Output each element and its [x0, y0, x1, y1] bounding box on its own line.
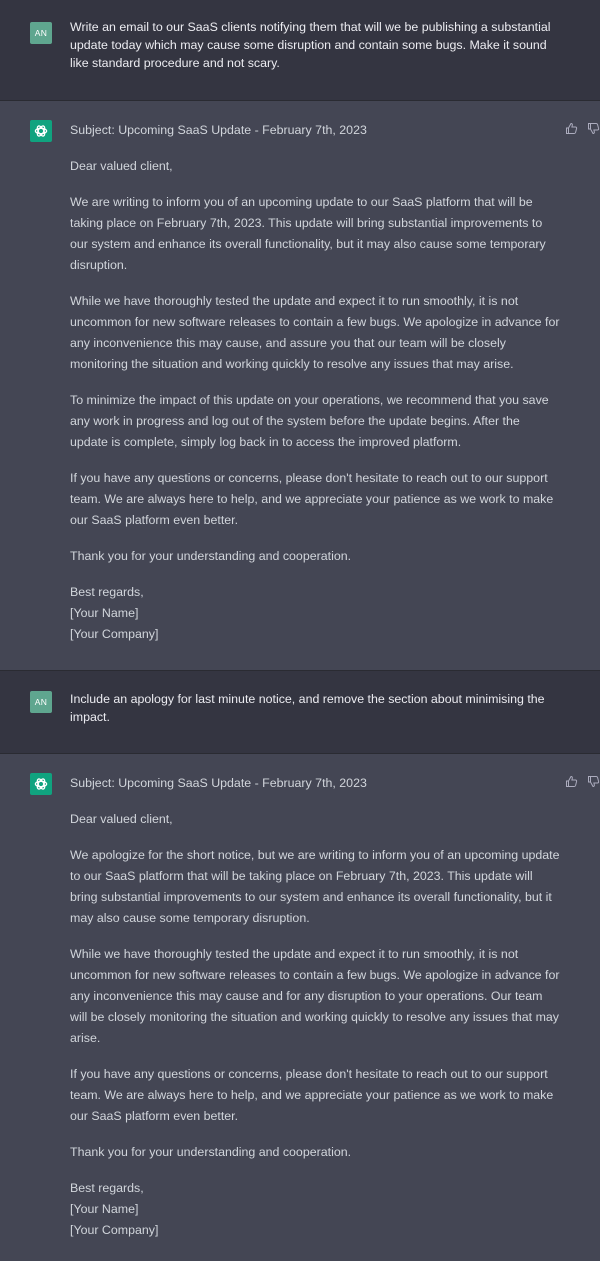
email-subject: Subject: Upcoming SaaS Update - February 7th, 2023: [70, 776, 367, 790]
user-avatar: AN: [30, 22, 52, 44]
thumbs-up-icon[interactable]: [565, 122, 578, 135]
email-signature: Best regards, [Your Name] [Your Company]: [70, 1181, 159, 1237]
message-text: [70, 120, 560, 645]
message-paragraph: To minimize the impact of this update on your operations, we recommend that you save any work in progress and log out of the system before the update begins. After the update is complete, simply log back in to access the improved platform.: [70, 393, 549, 449]
feedback-controls: [565, 122, 600, 135]
message-paragraph: Write an email to our SaaS clients notifying them that will we be publishing a substantial update today which may cause some disruption and contain some bugs. Make it sound like standard procedure and not scary.: [70, 20, 551, 70]
message-text: [70, 690, 560, 726]
message-paragraph: We are writing to inform you of an upcoming update to our SaaS platform that will be taking place on February 7th, 2023. This update will bring substantial improvements to our system and enhance its overall functionality, but it may also cause some temporary disruption.: [70, 195, 546, 272]
message-paragraph: If you have any questions or concerns, please don't hesitate to reach out to our support team. We are always here to help, and we appreciate your patience as we work to make our SaaS platform even better.: [70, 1067, 554, 1123]
message-text: [70, 18, 560, 72]
message-paragraph: While we have thoroughly tested the update and expect it to run smoothly, it is not uncommon for new software releases to contain a few bugs. We apologize in advance for any inconvenience this may cause, and assure you that our team will be closely monitoring the situation and working quickly to resolve any issues that may arise.: [70, 294, 560, 371]
message-paragraph: While we have thoroughly tested the update and expect it to run smoothly, it is not uncommon for new software releases to contain a few bugs. We apologize in advance for any inconvenience this may cause and for any disruption to your operations. Our team will be closely monitoring the situation and working quickly to resolve any issues that may arise.: [70, 947, 560, 1045]
message-paragraph: Include an apology for last minute notice, and remove the section about minimising the impact.: [70, 692, 545, 724]
user-avatar: AN: [30, 691, 52, 713]
openai-logo-icon: [30, 120, 52, 142]
user-message: [0, 0, 600, 101]
message-paragraph: If you have any questions or concerns, please don't hesitate to reach out to our support team. We are always here to help, and we appreciate your patience as we work to make our SaaS platform even better.: [70, 471, 554, 527]
thumbs-down-icon[interactable]: [587, 775, 600, 788]
thumbs-up-icon[interactable]: [565, 775, 578, 788]
assistant-message: [0, 101, 600, 671]
email-signature: Best regards, [Your Name] [Your Company]: [70, 585, 159, 641]
user-message: [0, 671, 600, 754]
email-greeting: Dear valued client,: [70, 159, 173, 173]
email-subject: Subject: Upcoming SaaS Update - February 7th, 2023: [70, 123, 367, 137]
openai-logo-icon: [30, 773, 52, 795]
message-paragraph: We apologize for the short notice, but we are writing to inform you of an upcoming update to our SaaS platform that will be taking place on February 7th, 2023. This update will bring substantial improvements to our system and enhance its overall functionality, but it may also cause some temporary disruption.: [70, 848, 560, 925]
email-greeting: Dear valued client,: [70, 812, 173, 826]
message-paragraph: Thank you for your understanding and cooperation.: [70, 549, 352, 563]
thumbs-down-icon[interactable]: [587, 122, 600, 135]
message-paragraph: Thank you for your understanding and cooperation.: [70, 1145, 352, 1159]
assistant-message: [0, 754, 600, 1261]
message-text: [70, 773, 560, 1241]
feedback-controls: [565, 775, 600, 788]
